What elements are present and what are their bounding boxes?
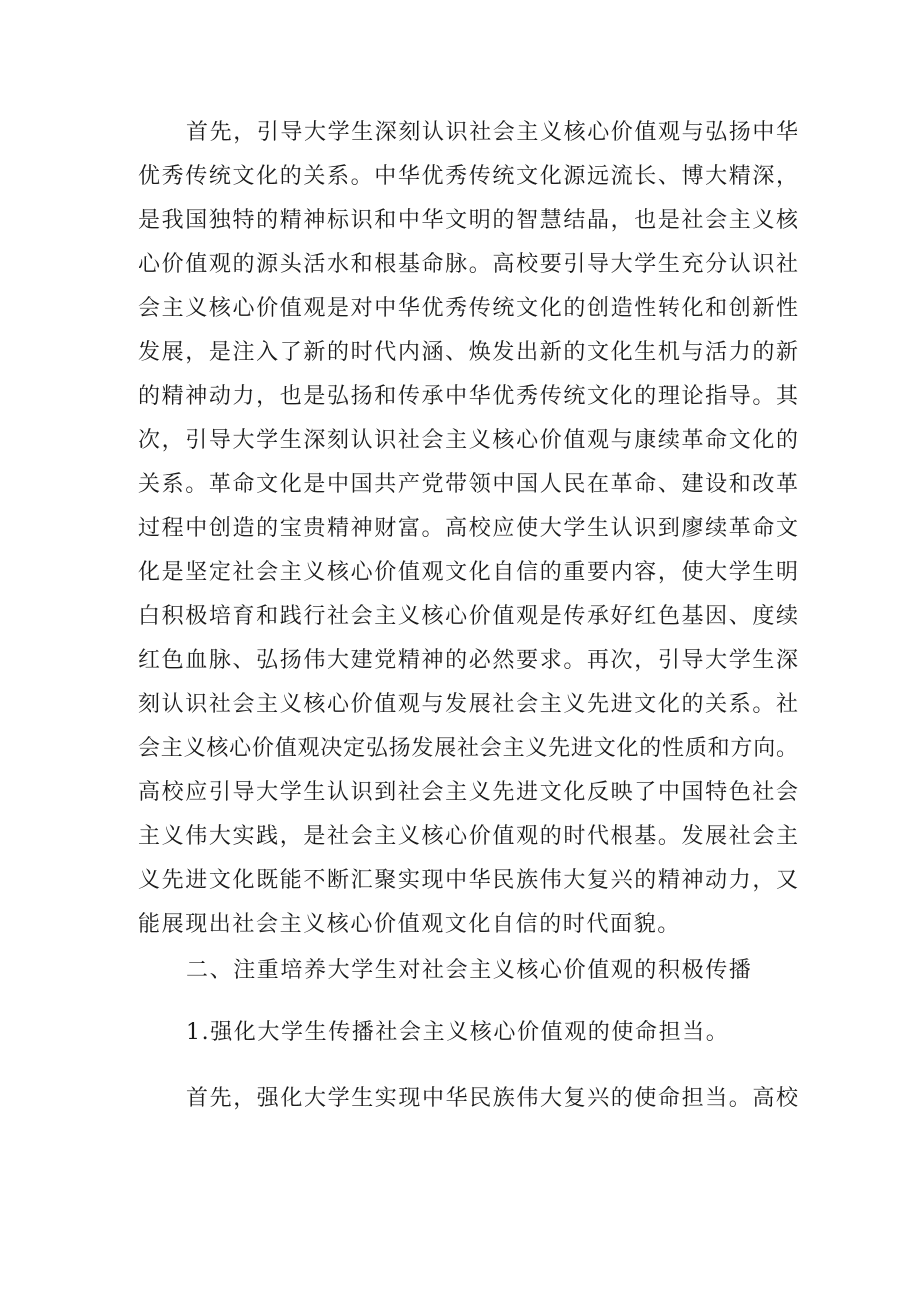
paragraph-line: 白积极培育和践行社会主义核心价值观是传承好红色基因、度续 xyxy=(138,604,798,629)
paragraph-line-last: 能展现出社会主义核心价值观文化自信的时代面貌。 xyxy=(138,912,681,937)
paragraph-line: 化是坚定社会主义核心价值观文化自信的重要内容，使大学生明 xyxy=(138,560,798,585)
paragraph-line: 高校应引导大学生认识到社会主义先进文化反映了中国特色社会 xyxy=(138,780,798,805)
paragraph-line: 优秀传统文化的关系。中华优秀传统文化源远流长、博大精深， xyxy=(138,164,798,189)
paragraph-line: 首先，引导大学生深刻认识社会主义核心价值观与弘扬中华 xyxy=(186,120,798,145)
paragraph-line: 发展，是注入了新的时代内涵、焕发出新的文化生机与活力的新 xyxy=(138,340,798,365)
paragraph-line: 关系。革命文化是中国共产党带领中国人民在革命、建设和改革 xyxy=(138,472,798,497)
paragraph-line: 义先进文化既能不断汇聚实现中华民族伟大复兴的精神动力，又 xyxy=(138,868,798,893)
paragraph-line: 的精神动力，也是弘扬和传承中华优秀传统文化的理论指导。其 xyxy=(138,384,798,409)
paragraph-line: 会主义核心价值观决定弘扬发展社会主义先进文化的性质和方向。 xyxy=(138,736,798,761)
paragraph-line: 红色血脉、弘扬伟大建党精神的必然要求。再次，引导大学生深 xyxy=(138,648,798,673)
paragraph-line: 是我国独特的精神标识和中华文明的智慧结晶，也是社会主义核 xyxy=(138,208,798,233)
paragraph-line: 心价值观的源头活水和根基命脉。高校要引导大学生充分认识社 xyxy=(138,252,798,277)
paragraph-line: 会主义核心价值观是对中华优秀传统文化的创造性转化和创新性 xyxy=(138,296,798,321)
paragraph-line: 刻认识社会主义核心价值观与发展社会主义先进文化的关系。社 xyxy=(138,692,798,717)
paragraph-line: 首先，强化大学生实现中华民族伟大复兴的使命担当。高校 xyxy=(186,1086,798,1111)
paragraph-line: 次，引导大学生深刻认识社会主义核心价值观与康续革命文化的 xyxy=(138,428,798,453)
section-heading: 二、注重培养大学生对社会主义核心价值观的积极传播 xyxy=(186,958,753,983)
subsection-heading: 1.强化大学生传播社会主义核心价值观的使命担当。 xyxy=(186,1020,730,1045)
paragraph-line: 主义伟大实践，是社会主义核心价值观的时代根基。发展社会主 xyxy=(138,824,798,849)
paragraph-line: 过程中创造的宝贵精神财富。高校应使大学生认识到廖续革命文 xyxy=(138,516,798,541)
